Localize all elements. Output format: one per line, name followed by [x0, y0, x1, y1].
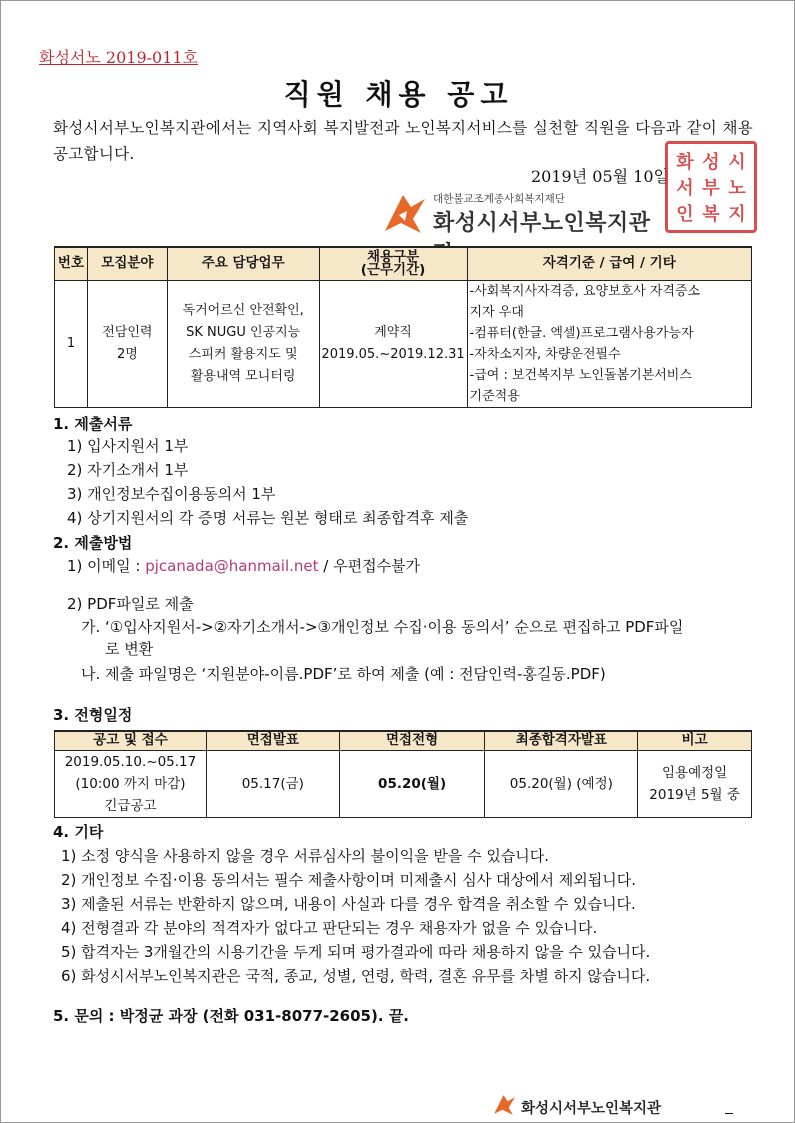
email-link[interactable]: pjcanada@hanmail.net: [145, 557, 319, 575]
document-number: 화성서노 2019-011호: [39, 48, 199, 67]
document-title: 직원 채용 공고: [283, 78, 514, 111]
cell-requirements: -사회복지사자격증, 요양보호사 자격증소 지자 우대 -컴퓨터(한글. 엑셀)프로그램사용가능자 -자차소지자, 차량운전필수 -급여 : 보건복지부 노인돌봄기본서비스 기준적용: [467, 280, 751, 407]
official-seal: 화 성 시 서 부 노 인 복 지: [665, 141, 757, 233]
intro-paragraph: 화성시서부노인복지관에서는 지역사회 복지발전과 노인복지서비스를 실천할 직원을 다음과 같이 채용 공고합니다.: [53, 119, 753, 163]
header-requirements: 자격기준 / 급여 / 기타: [467, 247, 751, 280]
org-foundation: 대한불교조계종사회복지재단: [433, 193, 565, 205]
org-logo-icon: [381, 191, 427, 237]
page-mark: [725, 1113, 733, 1114]
section-schedule-title: 3. 전형일정: [53, 706, 133, 724]
footer-logo-icon: [491, 1093, 517, 1117]
list-item: 6) 화성시서부노인복지관은 국적, 종교, 성별, 연령, 학력, 결혼 유무를 차별 하지 않습니다.: [61, 967, 651, 985]
table-row: [55, 750, 752, 817]
list-item: 4) 전형결과 각 분야의 적격자가 없다고 판단되는 경우 채용자가 없을 수 있습니다.: [61, 919, 598, 937]
list-item: 3) 개인정보수집이용동의서 1부: [67, 485, 276, 503]
header-field: 모집분야: [87, 247, 167, 280]
list-item: 1) 소정 양식을 사용하지 않을 경우 서류심사의 불이익을 받을 수 있습니다.: [61, 847, 550, 865]
cell-no: 1: [55, 280, 88, 407]
cell-field: 전담인력 2명: [87, 280, 167, 407]
list-item: 4) 상기지원서의 각 증명 서류는 원본 형태로 최종합격후 제출: [67, 509, 469, 527]
list-item: 3) 제출된 서류는 반환하지 않으며, 내용이 사실과 다를 경우 합격을 취소할 수 있습니다.: [61, 895, 636, 913]
schedule-note: 임용예정일 2019년 5월 중: [638, 750, 752, 817]
schedule-header: 공고 및 접수: [55, 731, 207, 750]
header-no: 번호: [55, 247, 88, 280]
schedule-header: 최종합격자발표: [485, 731, 638, 750]
cell-type: 계약직 2019.05.~2019.12.31: [319, 280, 467, 407]
schedule-announce: 2019.05.10.~05.17 (10:00 까지 마감) 긴급공고: [55, 750, 207, 817]
recruitment-table: [54, 246, 752, 408]
schedule-header: 비고: [638, 731, 752, 750]
list-item: 로 변환: [105, 640, 154, 658]
section-documents-title: 1. 제출서류: [53, 415, 133, 433]
section-other-title: 4. 기타: [53, 823, 104, 841]
contact-line: 5. 문의 : 박정균 과장 (전화 031-8077-2605). 끝.: [53, 1007, 409, 1025]
list-item: 2) 자기소개서 1부: [67, 461, 189, 479]
org-name: 화성시서부노인복지관: [433, 211, 651, 236]
list-item: 2) 개인정보 수집·이용 동의서는 필수 제출사항이며 미제출시 심사 대상에서 제외됩니다.: [61, 871, 636, 889]
list-item: 가. ‘①입사지원서->②자기소개서->③개인정보 수집·이용 동의서’ 순으로 편집하고 PDF파일: [81, 618, 684, 636]
schedule-header: 면접발표: [206, 731, 339, 750]
section-method-title: 2. 제출방법: [53, 534, 133, 552]
list-item: 나. 제출 파일명은 ‘지원분야-이름.PDF’로 하여 제출 (예 : 전담인력-홍길동.PDF): [81, 665, 606, 683]
organization-logo: [381, 189, 661, 239]
document-date: 2019년 05월 10일: [531, 167, 669, 186]
schedule-final: 05.20(월) (예정): [485, 750, 638, 817]
list-item: 5) 합격자는 3개월간의 시용기간을 두게 되며 평가결과에 따라 채용하지 않을 수 있습니다.: [61, 943, 651, 961]
header-duty: 주요 담당업무: [167, 247, 319, 280]
cell-duty: 독거어르신 안전확인, SK NUGU 인공지능 스피커 활용지도 및 활용내역 모니터링: [167, 280, 319, 407]
list-item: 1) 입사지원서 1부: [67, 437, 189, 455]
header-type: 채용구분 (근무기간): [319, 247, 467, 280]
list-item: 2) PDF파일로 제출: [67, 595, 194, 613]
schedule-interview: 05.20(월): [339, 750, 485, 817]
schedule-header: 면접전형: [339, 731, 485, 750]
table-row: [55, 280, 752, 407]
footer-org-name: 화성시서부노인복지관: [521, 1101, 662, 1117]
schedule-interview-notice: 05.17(금): [206, 750, 339, 817]
schedule-table: [54, 730, 752, 818]
email-line: 1) 이메일 : pjcanada@hanmail.net / 우편접수불가: [67, 557, 421, 575]
